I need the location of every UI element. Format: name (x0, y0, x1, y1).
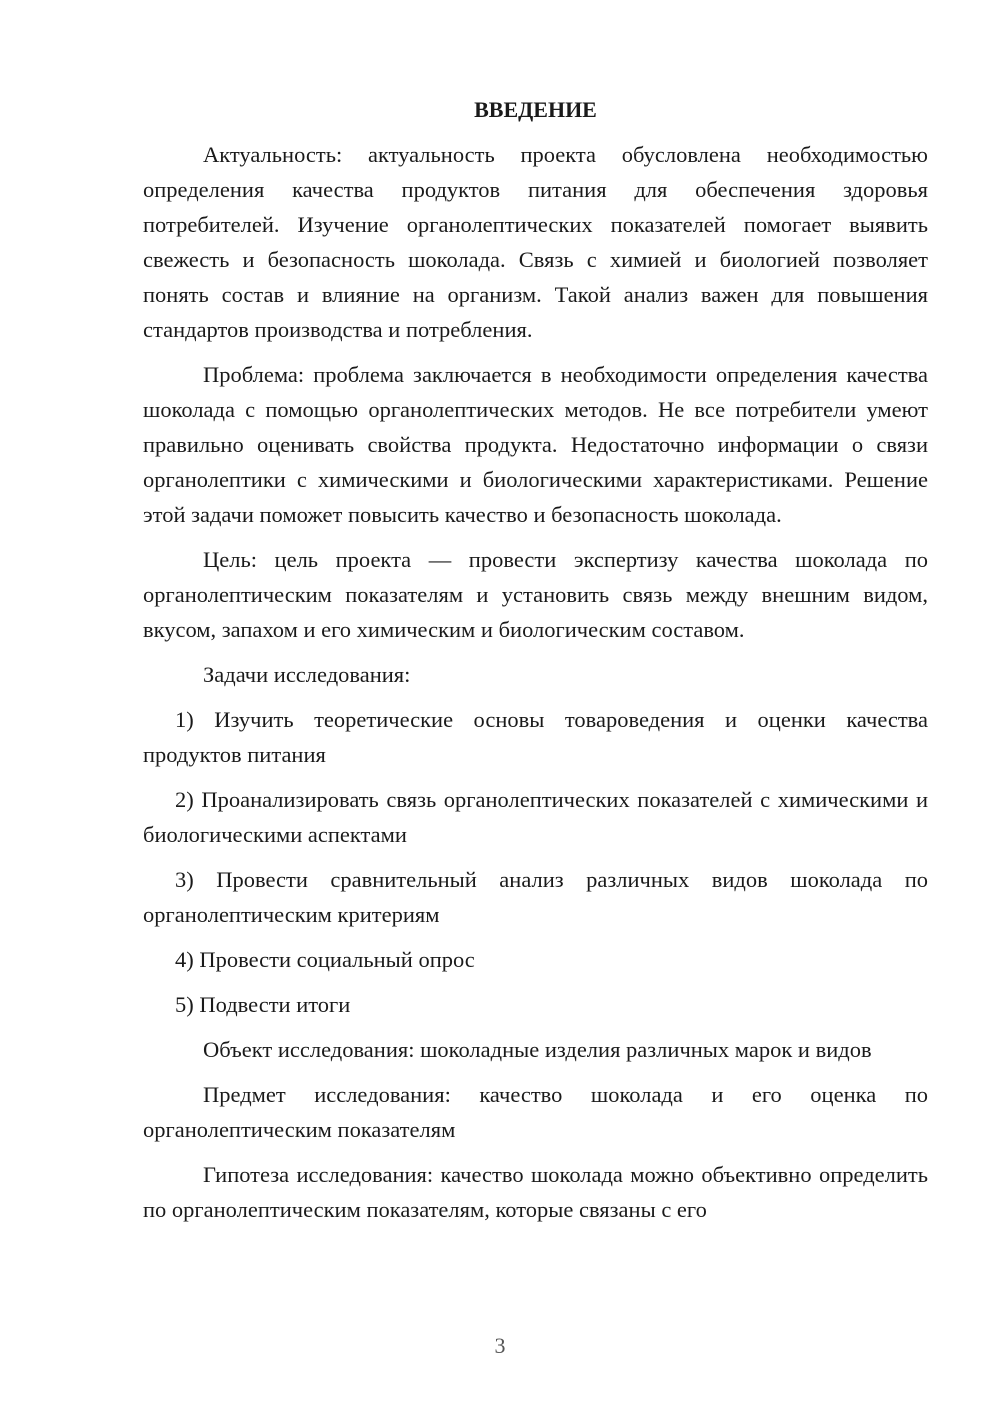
tasks-heading: Задачи исследования: (203, 662, 411, 687)
task-item-2: 2) Проанализировать связь органолептических показателей с химическими и биологическими аспектами (143, 787, 928, 847)
goal-paragraph: Цель: цель проекта — провести экспертизу качества шоколада по органолептическим показателям и установить связь между внешним видом, вкусом, запахом и его химическим и биологическим составом. (143, 547, 928, 642)
task-item-1: 1) Изучить теоретические основы товароведения и оценки качества продуктов питания (143, 707, 928, 767)
hypothesis-paragraph: Гипотеза исследования: качество шоколада можно объективно определить по органолептическим показателям, которые связаны с его (143, 1162, 928, 1222)
page-number: 3 (494, 1333, 506, 1358)
task-item-5: 5) Подвести итоги (175, 992, 351, 1017)
task-item-4: 4) Провести социальный опрос (175, 947, 475, 972)
document-page (143, 95, 928, 1237)
problem-paragraph: Проблема: проблема заключается в необходимости определения качества шоколада с помощью органолептических методов. Не все потребители умеют правильно оценивать свойства продукта. Недостаточно информации о связи органолептики с химическими и биологическими характеристиками. Решение этой задачи поможет повысить качество и безопасность шоколада. (143, 362, 928, 527)
subject-paragraph: Предмет исследования: качество шоколада и его оценка по органолептическим показателям (143, 1082, 928, 1142)
task-item-3: 3) Провести сравнительный анализ различных видов шоколада по органолептическим критериям (143, 867, 928, 927)
relevance-paragraph: Актуальность: актуальность проекта обусловлена необходимостью определения качества продуктов питания для обеспечения здоровья потребителей. Изучение органолептических показателей помогает выявить свежесть и безопасность шоколада. Связь с химией и биологией позволяет понять состав и влияние на организм. Такой анализ важен для повышения стандартов производства и потребления. (143, 142, 928, 342)
page-title: ВВЕДЕНИЕ (474, 97, 597, 122)
object-paragraph: Объект исследования: шоколадные изделия различных марок и видов (203, 1037, 872, 1062)
